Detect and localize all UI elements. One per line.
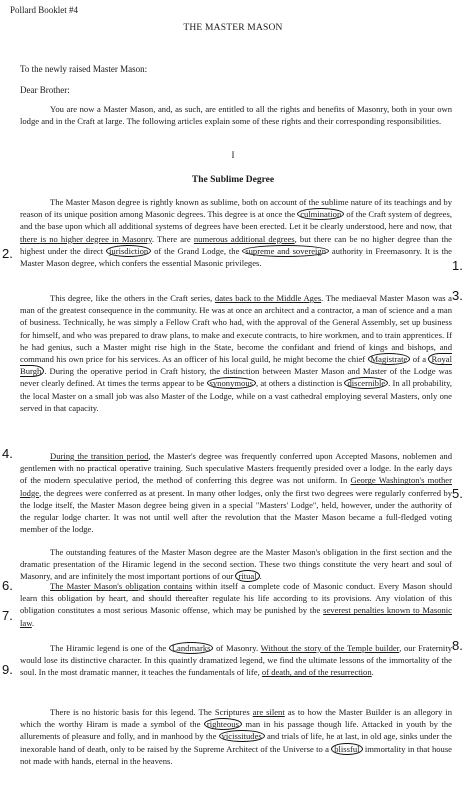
circled-word: culmination [297,208,344,220]
circled-word: vicissitudes [219,730,265,742]
underlined-phrase: The Master Mason's obligation contains [50,581,193,591]
underlined-phrase: are silent [252,707,285,717]
underlined-phrase: During the transition period [50,451,149,461]
circled-word: supreme and sovereign [242,245,329,257]
circled-word: ritual [235,570,259,582]
circled-word: Magistrate [368,353,411,365]
paragraph-1: The Master Mason degree is rightly known as sublime, both on account of the sublime nature of its teachings and by reason of its unique position among Masonic degrees. This degree is at once the culmination of the Craft system of degrees, and the base upon which all additional systems of degrees have been erected. Let it be clearly understood, here and now, that there is no higher degree in Masonry. There are numerous additional degrees, but there can be no higher degree than the highest under the direct jurisdiction of the Grand Lodge, the supreme and sovereign authority in Freemasonry. It is the Master Mason degree, which confers the essential Masonic privileges. [20,197,452,269]
margin-number: 3. [452,288,463,303]
paragraph-5: The Master Mason's obligation contains within itself a complete code of Masonic conduct. Every Mason should learn this obligation by heart, and should thereafter regulate his life according to its provisions. Any violation of this obligation constitutes a most serious Masonic offense, which may be punished by the severest penalties known to Masonic law. [20,581,452,628]
circled-word: jurisdiction [106,245,151,257]
salutation-to: To the newly raised Master Mason: [20,64,148,74]
underlined-phrase: George Washington's mother lodge [20,475,452,498]
circled-word: discernible [344,377,388,389]
underlined-phrase: of death, and of the resurrection [261,667,372,678]
page-title: THE MASTER MASON [183,23,283,33]
circled-word: righteous [204,718,242,730]
paragraph-7: There is no historic basis for this legend. The Scriptures are silent as to how the Master Builder is an allegory in which the worthy Hiram is made a symbol of the righteous man in his passage though life. Attacked in youth by the allurements of pleasure and folly, and in manhood by the vicissitudes and trials of life, he at last, in old age, sinks under the inexorable hand of death, only to be raised by the Supreme Architect of the Universe to a blissful immortality in that house not made with hands, eternal in the heavens. [20,707,453,766]
margin-number: 5. [452,486,463,501]
underlined-phrase: dates back to the Middle Ages [214,293,322,303]
paragraph-6: The Hiramic legend is one of the Landmarks of Masonry. Without the story of the Temple builder, our Fraternity would lose its distinctive character. In this quaintly dramatized legend, we find the ultimate lessons of the immortality of the soul. In the most dramatic manner, it teaches the fundamentals of life, of death, and of the resurrection. [20,643,453,678]
underlined-phrase: Without the story of the Temple builder [260,643,400,653]
circled-word: Royal Burgh [20,354,452,377]
margin-number: 2. [2,246,13,261]
booklet-label: Pollard Booklet #4 [10,5,78,15]
section-number: I [231,150,235,160]
circled-word: blissful [331,743,362,755]
circled-word: synonymous [207,377,256,389]
margin-number: 9. [2,662,13,677]
circled-word: Landmarks [169,642,214,654]
salutation-dear: Dear Brother: [20,85,70,95]
paragraph-2: This degree, like the others in the Craft series, dates back to the Middle Ages. The mediaeval Master Mason was a man of the greatest consequence in the community. He was at once an architect and a contractor, a man of science and a man of business. Technically, he was simply a Fellow Craft who had, with the approval of the General Assembly, set up business for himself, and who was prepared to draw plans, to make and execute contracts, to hire workmen, and to train apprentices. If he had genius, such a Master might rise high in the State, become the confidant and friend of kings and bishops, and command his own price for his services. As an officer of his local guild, he might become the chief Magistrate of a Royal Burgh . During the operative period in Craft history, the distinction between Master Mason and Master of the Lodge was never clearly defined. At times the terms appear to be synonymous , at others a distinction is discernible . In all probability, the local Master on a small job was also Master of the Lodge, while on a vast cathedral employing several Masters, only one served in that capacity. [20,293,453,413]
margin-number: 6. [2,578,13,593]
underlined-phrase: numerous additional degrees [193,233,295,244]
paragraph-4: The outstanding features of the Master Mason degree are the Master Mason's obligation in the first section and the dramatic presentation of the Hiramic legend in the second section. These two things constitute the very heart and soul of Masonry, and are infinitely the most important portions of our ritual . [20,547,452,582]
intro-paragraph: You are now a Master Mason, and, as such, are entitled to all the rights and benefits of Masonry, both in your own lodge and in the Craft at large. The following articles explain some of these rights and their corresponding responsibilities. [20,104,452,127]
underlined-phrase: severest penalties known to Masonic law [20,605,452,628]
margin-number: 7. [2,608,13,623]
underlined-phrase: there is no higher degree in Masonry [20,233,152,244]
margin-number: 4. [2,446,13,461]
margin-number: 1. [452,258,463,273]
margin-number: 8. [452,638,463,653]
section-title: The Sublime Degree [191,175,275,185]
paragraph-3: During the transition period, the Master's degree was frequently conferred upon Accepted Masons, noblemen and gentlemen with no practical operative training. Such speculative Masters frequently presided over a lodge. In the early days of the modern speculative period, the method of conferring this degree was not uniform. In George Washington's mother lodge, the degrees were conferred as at present. In many other lodges, only the first two degrees were regularly conferred by the lodge itself, the Master Mason degree being given in a special "Masters' Lodge", held, however, under the authority of the regular lodge charter. It was not until well after the revolution that the Master Mason became a full-fledged voting member of the lodge. [20,451,452,535]
